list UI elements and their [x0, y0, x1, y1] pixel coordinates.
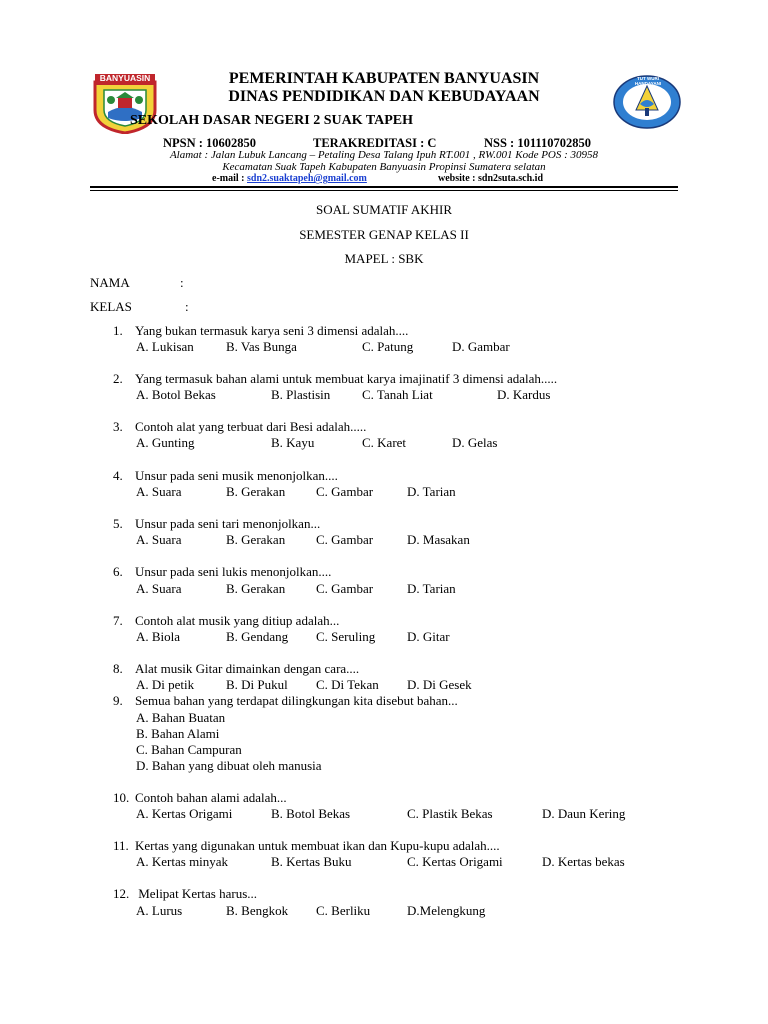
option-2d: D. Kardus — [497, 387, 551, 402]
question-number: 10. — [113, 790, 130, 805]
question-text: Contoh alat musik yang ditiup adalah... — [135, 613, 340, 628]
kelas-colon: : — [185, 299, 189, 314]
question-4 — [113, 468, 338, 484]
question-number: 2. — [113, 371, 123, 386]
header-divider-thin — [90, 190, 678, 191]
option-7d: D. Gitar — [407, 629, 450, 644]
option-9b: B. Bahan Alami — [136, 726, 220, 741]
option-6b: B. Gerakan — [226, 581, 286, 596]
question-12 — [113, 886, 257, 902]
question-number: 4. — [113, 468, 123, 483]
banyuasin-logo-text: BANYUASIN — [99, 73, 151, 83]
option-1c: C. Patung — [362, 339, 414, 354]
option-2a: A. Botol Bekas — [136, 387, 216, 402]
question-2 — [113, 371, 557, 387]
question-number: 7. — [113, 613, 123, 628]
question-number: 1. — [113, 323, 123, 338]
option-12d: D.Melengkung — [407, 903, 486, 918]
nss: NSS : 101110702850 — [484, 136, 591, 150]
akreditasi: TERAKREDITASI : C — [313, 136, 437, 150]
option-1a: A. Lukisan — [136, 339, 194, 354]
option-4c: C. Gambar — [316, 484, 374, 499]
option-3c: C. Karet — [362, 435, 407, 450]
question-number: 8. — [113, 661, 123, 676]
option-10a: A. Kertas Origami — [136, 806, 233, 821]
option-11a: A. Kertas minyak — [136, 854, 229, 869]
question-8 — [113, 661, 359, 677]
question-10 — [113, 790, 287, 806]
question-text: Alat musik Gitar dimainkan dengan cara.... — [135, 661, 360, 676]
exam-subject: MAPEL : SBK — [344, 251, 424, 266]
option-3d: D. Gelas — [452, 435, 498, 450]
option-8a: A. Di petik — [136, 677, 195, 692]
school-name: SEKOLAH DASAR NEGERI 2 SUAK TAPEH — [130, 113, 414, 128]
option-3b: B. Kayu — [271, 435, 315, 450]
nama-colon: : — [180, 275, 184, 290]
option-6a: A. Suara — [136, 581, 182, 596]
option-11d: D. Kertas bekas — [542, 854, 625, 869]
question-text: Unsur pada seni lukis menonjolkan.... — [135, 564, 332, 579]
question-text: Unsur pada seni tari menonjolkan... — [135, 516, 321, 531]
npsn: NPSN : 10602850 — [163, 136, 257, 150]
question-7 — [113, 613, 339, 629]
option-6d: D. Tarian — [407, 581, 456, 596]
question-1 — [113, 323, 408, 339]
option-5a: A. Suara — [136, 532, 182, 547]
question-text: Contoh alat yang terbuat dari Besi adalah..... — [135, 419, 367, 434]
question-number: 12. — [113, 886, 130, 901]
question-number: 6. — [113, 564, 123, 579]
option-11b: B. Kertas Buku — [271, 854, 352, 869]
question-3 — [113, 419, 366, 435]
question-9 — [113, 693, 458, 709]
question-text: Unsur pada seni musik menonjolkan.... — [135, 468, 338, 483]
question-text: Melipat Kertas harus... — [135, 886, 258, 901]
question-6 — [113, 564, 331, 580]
question-number: 9. — [113, 693, 123, 708]
nama-label: NAMA — [90, 275, 130, 290]
header-title-1: PEMERINTAH KABUPATEN BANYUASIN — [228, 70, 540, 87]
option-10c: C. Plastik Bekas — [407, 806, 493, 821]
option-4b: B. Gerakan — [226, 484, 286, 499]
question-text: Yang termasuk bahan alami untuk membuat karya imajinatif 3 dimensi adalah..... — [135, 371, 558, 386]
option-5d: D. Masakan — [407, 532, 470, 547]
option-4d: D. Tarian — [407, 484, 456, 499]
address-line-2: Kecamatan Suak Tapeh Kabupaten Banyuasin Propinsi Sumatera selatan — [222, 161, 546, 173]
header-title-2: DINAS PENDIDIKAN DAN KEBUDAYAAN — [228, 88, 540, 105]
question-number: 5. — [113, 516, 123, 531]
option-4a: A. Suara — [136, 484, 182, 499]
option-1b: B. Vas Bunga — [226, 339, 297, 354]
option-10d: D. Daun Kering — [542, 806, 626, 821]
question-number: 3. — [113, 419, 123, 434]
email-label: e-mail : — [212, 173, 247, 184]
exam-title: SOAL SUMATIF AKHIR — [315, 202, 453, 217]
question-text: Kertas yang digunakan untuk membuat ikan dan Kupu-kupu adalah.... — [135, 838, 500, 853]
option-5b: B. Gerakan — [226, 532, 286, 547]
website: website : sdn2suta.sch.id — [438, 173, 544, 184]
question-number: 11. — [113, 838, 129, 853]
option-9c: C. Bahan Campuran — [136, 742, 242, 757]
option-10b: B. Botol Bekas — [271, 806, 351, 821]
question-text: Contoh bahan alami adalah... — [135, 790, 287, 805]
tut-wuri-logo-text: TUT WURI HANDAYANI — [634, 76, 662, 86]
option-12a: A. Lurus — [136, 903, 183, 918]
option-12b: B. Bengkok — [226, 903, 289, 918]
question-11 — [113, 838, 500, 854]
option-7c: C. Seruling — [316, 629, 376, 644]
option-2b: B. Plastisin — [271, 387, 331, 402]
exam-semester: SEMESTER GENAP KELAS II — [299, 227, 469, 242]
address-line-1: Alamat : Jalan Lubuk Lancang – Petaling Desa Talang Ipuh RT.001 , RW.001 Kode POS : 30958 — [169, 149, 599, 161]
option-6c: C. Gambar — [316, 581, 374, 596]
option-11c: C. Kertas Origami — [407, 854, 503, 869]
option-7b: B. Gendang — [226, 629, 289, 644]
option-9d: D. Bahan yang dibuat oleh manusia — [136, 758, 322, 773]
kelas-label: KELAS — [90, 299, 132, 314]
option-1d: D. Gambar — [452, 339, 510, 354]
option-9a: A. Bahan Buatan — [136, 710, 226, 725]
option-3a: A. Gunting — [136, 435, 195, 450]
question-text: Semua bahan yang terdapat dilingkungan kita disebut bahan... — [135, 693, 458, 708]
option-7a: A. Biola — [136, 629, 181, 644]
header-divider-thick — [90, 186, 678, 188]
option-8d: D. Di Gesek — [407, 677, 472, 692]
option-8b: B. Di Pukul — [226, 677, 288, 692]
option-5c: C. Gambar — [316, 532, 374, 547]
option-2c: C. Tanah Liat — [362, 387, 433, 402]
option-12c: C. Berliku — [316, 903, 371, 918]
question-5 — [113, 516, 320, 532]
contact-line — [212, 173, 367, 184]
email-link[interactable]: sdn2.suaktapeh@gmail.com — [247, 173, 367, 184]
question-text: Yang bukan termasuk karya seni 3 dimensi adalah.... — [135, 323, 409, 338]
option-8c: C. Di Tekan — [316, 677, 379, 692]
